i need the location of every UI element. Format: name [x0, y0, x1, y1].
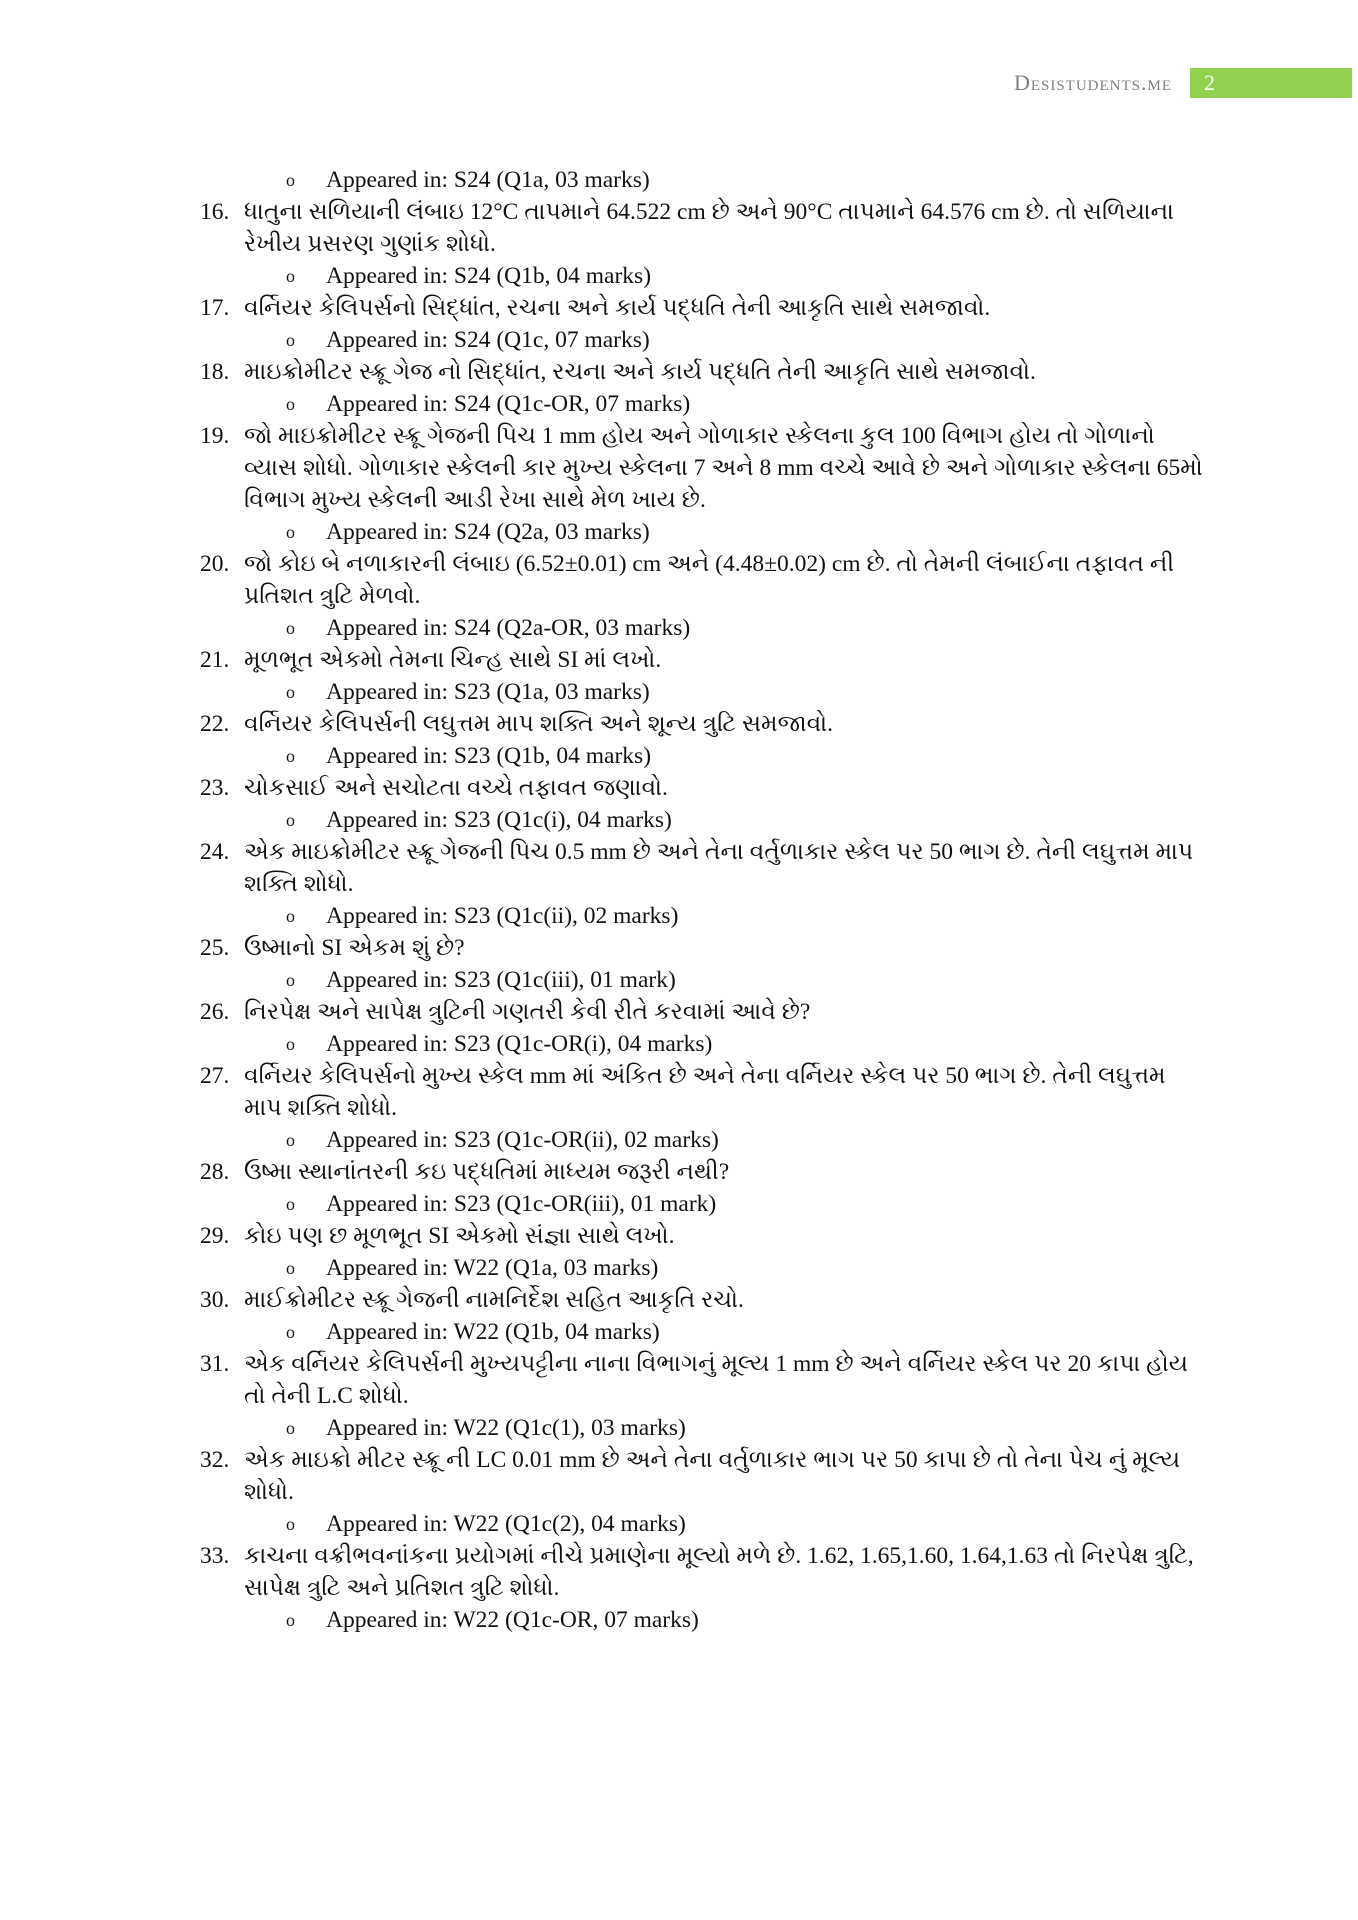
question-item — [0, 196, 1358, 292]
bullet-icon: o — [286, 1194, 295, 1214]
appeared-note — [0, 1028, 1358, 1060]
bullet-icon: o — [286, 1322, 295, 1342]
appeared-note — [0, 164, 1358, 196]
question-item — [0, 644, 1358, 708]
appeared-note — [0, 900, 1358, 932]
question-item — [0, 356, 1358, 420]
bullet-icon: o — [286, 1418, 295, 1438]
question-number: 20. — [200, 551, 230, 577]
question-item — [0, 772, 1358, 836]
question-text: એક વર્નિયર કેલિપર્સની મુખ્યપટ્ટીના નાના વિભાગનું મૂલ્ય 1 mm છે અને વર્નિયર સ્કેલ પર 20 કાપા હોય તો તેની L.C શોધો. — [244, 1351, 1188, 1409]
question-item — [0, 996, 1358, 1060]
question-text-block — [0, 708, 1204, 740]
question-number: 26. — [200, 999, 230, 1025]
question-text: જો માઇક્રોમીટર સ્ક્રૂ ગેજની પિચ 1 mm હોય અને ગોળાકાર સ્કેલના કુલ 100 વિભાગ હોય તો ગોળાનો વ્યાસ શોધો. ગોળાકાર સ્કેલની કાર મુખ્ય સ્કેલના 7 અને 8 mm વચ્ચે આવે છે અને ગોળાકાર સ્કેલના 65મો વિભાગ મુખ્ય સ્કેલની આડી રેખા સાથે મેળ ખાય છે. — [244, 423, 1203, 513]
bullet-icon: o — [286, 522, 295, 542]
question-text-block — [0, 548, 1204, 612]
question-number: 18. — [200, 359, 230, 385]
appeared-note — [0, 1188, 1358, 1220]
question-text: ચોકસાઈ અને સચોટતા વચ્ચે તફાવત જણાવો. — [244, 775, 668, 801]
appeared-text: Appeared in: S23 (Q1c(ii), 02 marks) — [326, 903, 679, 929]
appeared-text: Appeared in: S24 (Q1c, 07 marks) — [326, 327, 650, 353]
question-text-block — [0, 356, 1204, 388]
question-text: વર્નિયર કેલિપર્સની લઘુત્તમ માપ શક્તિ અને શૂન્ય ત્રુટિ સમજાવો. — [244, 711, 834, 737]
question-number: 23. — [200, 775, 230, 801]
bullet-icon: o — [286, 394, 295, 414]
bullet-icon: o — [286, 330, 295, 350]
question-number: 25. — [200, 935, 230, 961]
appeared-text: Appeared in: W22 (Q1c(2), 04 marks) — [326, 1511, 686, 1537]
appeared-text: Appeared in: W22 (Q1a, 03 marks) — [326, 1255, 659, 1281]
bullet-icon: o — [286, 1130, 295, 1150]
question-list — [0, 164, 1358, 1636]
appeared-text: Appeared in: S24 (Q1c-OR, 07 marks) — [326, 391, 691, 417]
question-text: કાચના વક્રીભવનાંકના પ્રયોગમાં નીચે પ્રમાણેના મૂલ્યો મળે છે. 1.62, 1.65,1.60, 1.64,1.63 તો નિરપેક્ષ ત્રુટિ, સાપેક્ષ ત્રુટિ અને પ્રતિશત ત્રુટિ શોધો. — [244, 1543, 1194, 1601]
appeared-note — [0, 324, 1358, 356]
question-item — [0, 1220, 1358, 1284]
question-item — [0, 292, 1358, 356]
appeared-text: Appeared in: S23 (Q1c(iii), 01 mark) — [326, 967, 676, 993]
appeared-note — [0, 740, 1358, 772]
question-text: વર્નિયર કેલિપર્સનો મુખ્ય સ્કેલ mm માં અંકિત છે અને તેના વર્નિયર સ્કેલ પર 50 ભાગ છે. તેની લઘુત્તમ માપ શક્તિ શોધો. — [244, 1063, 1166, 1121]
appeared-text: Appeared in: S23 (Q1c-OR(iii), 01 mark) — [326, 1191, 717, 1217]
question-text: ઉષ્માનો SI એકમ શું છે? — [244, 935, 465, 961]
bullet-icon: o — [286, 1034, 295, 1054]
appeared-note — [0, 260, 1358, 292]
appeared-text: Appeared in: S23 (Q1a, 03 marks) — [326, 679, 650, 705]
question-text-block — [0, 1284, 1204, 1316]
question-text: વર્નિયર કેલિપર્સનો સિદ્ધાંત, રચના અને કાર્ય પદ્ધતિ તેની આકૃતિ સાથે સમજાવો. — [244, 295, 991, 321]
page-header — [0, 68, 1358, 98]
bullet-icon: o — [286, 746, 295, 766]
appeared-note — [0, 964, 1358, 996]
bullet-icon: o — [286, 682, 295, 702]
question-text-block — [0, 996, 1204, 1028]
site-name: Desistudents.me — [1013, 70, 1172, 95]
question-item — [0, 1156, 1358, 1220]
question-text-block — [0, 772, 1204, 804]
question-item — [0, 1060, 1358, 1156]
question-number: 17. — [200, 295, 230, 321]
bullet-icon: o — [286, 618, 295, 638]
bullet-icon: o — [286, 1258, 295, 1278]
question-text-block — [0, 1220, 1204, 1252]
appeared-text: Appeared in: S23 (Q1b, 04 marks) — [326, 743, 652, 769]
appeared-text: Appeared in: S24 (Q2a-OR, 03 marks) — [326, 615, 691, 641]
question-number: 24. — [200, 839, 230, 865]
appeared-text: Appeared in: S24 (Q1b, 04 marks) — [326, 263, 652, 289]
question-text-block — [0, 196, 1204, 260]
question-text-block — [0, 932, 1204, 964]
question-text-block — [0, 1156, 1204, 1188]
question-text-block — [0, 420, 1204, 516]
question-text-block — [0, 1060, 1204, 1124]
appeared-note — [0, 1412, 1358, 1444]
question-item — [0, 932, 1358, 996]
question-number: 21. — [200, 647, 230, 673]
bullet-icon: o — [286, 906, 295, 926]
appeared-text: Appeared in: S23 (Q1c(i), 04 marks) — [326, 807, 672, 833]
page-number-box — [1190, 68, 1352, 98]
question-text: ઉષ્મા સ્થાનાંતરની કઇ પદ્ધતિમાં માધ્યમ જરૂરી નથી? — [244, 1159, 730, 1185]
question-item — [0, 1348, 1358, 1444]
bullet-icon: o — [286, 266, 295, 286]
question-item — [0, 1540, 1358, 1636]
appeared-note — [0, 516, 1358, 548]
appeared-text: Appeared in: S23 (Q1c-OR(i), 04 marks) — [326, 1031, 713, 1057]
question-number: 30. — [200, 1287, 230, 1313]
appeared-note — [0, 1508, 1358, 1540]
question-text: એક માઇક્રો મીટર સ્ક્રૂ ની LC 0.01 mm છે અને તેના વર્તુળાકાર ભાગ પર 50 કાપા છે તો તેના પેચ નું મૂલ્ય શોધો. — [244, 1447, 1181, 1505]
appeared-text: Appeared in: W22 (Q1c-OR, 07 marks) — [326, 1607, 699, 1633]
question-number: 16. — [200, 199, 230, 225]
question-number: 27. — [200, 1063, 230, 1089]
question-text: જો કોઇ બે નળાકારની લંબાઇ (6.52±0.01) cm અને (4.48±0.02) cm છે. તો તેમની લંબાઈના તફાવત ની પ્રતિશત ત્રુટિ મેળવો. — [244, 551, 1175, 609]
question-number: 31. — [200, 1351, 230, 1377]
question-text-block — [0, 292, 1204, 324]
question-number: 19. — [200, 423, 230, 449]
question-text-block — [0, 836, 1204, 900]
appeared-text: Appeared in: S23 (Q1c-OR(ii), 02 marks) — [326, 1127, 719, 1153]
question-item — [0, 836, 1358, 932]
page-number: 2 — [1204, 70, 1215, 95]
bullet-icon: o — [286, 1514, 295, 1534]
question-text: ધાતુના સળિયાની લંબાઇ 12°C તાપમાને 64.522 cm છે અને 90°C તાપમાને 64.576 cm છે. તો સળિયાના રેખીય પ્રસરણ ગુણાંક શોધો. — [244, 199, 1174, 257]
question-number: 29. — [200, 1223, 230, 1249]
appeared-text: Appeared in: S24 (Q2a, 03 marks) — [326, 519, 650, 545]
appeared-note — [0, 1124, 1358, 1156]
appeared-note — [0, 1316, 1358, 1348]
appeared-text: Appeared in: W22 (Q1b, 04 marks) — [326, 1319, 660, 1345]
question-text: માઇક્રોમીટર સ્ક્રૂ ગેજ નો સિદ્ધાંત, રચના અને કાર્ય પદ્ધતિ તેની આકૃતિ સાથે સમજાવો. — [244, 359, 1036, 385]
question-text-block — [0, 1444, 1204, 1508]
question-number: 32. — [200, 1447, 230, 1473]
appeared-note — [0, 1252, 1358, 1284]
question-text-block — [0, 1348, 1204, 1412]
question-text: એક માઇક્રોમીટર સ્ક્રૂ ગેજની પિચ 0.5 mm છે અને તેના વર્તુળાકાર સ્કેલ પર 50 ભાગ છે. તેની લઘુત્તમ માપ શક્તિ શોધો. — [244, 839, 1194, 897]
question-text-block — [0, 644, 1204, 676]
appeared-text: Appeared in: S24 (Q1a, 03 marks) — [326, 167, 650, 193]
question-text-block — [0, 1540, 1204, 1604]
question-number: 33. — [200, 1543, 230, 1569]
appeared-text: Appeared in: W22 (Q1c(1), 03 marks) — [326, 1415, 686, 1441]
question-number: 22. — [200, 711, 230, 737]
question-text: નિરપેક્ષ અને સાપેક્ષ ત્રુટિની ગણતરી કેવી રીતે કરવામાં આવે છે? — [244, 999, 811, 1025]
question-text: કોઇ પણ છ મૂળભૂત SI એકમો સંજ્ઞા સાથે લખો. — [244, 1223, 675, 1249]
question-item — [0, 420, 1358, 548]
bullet-icon: o — [286, 170, 295, 190]
bullet-icon: o — [286, 970, 295, 990]
appeared-note — [0, 804, 1358, 836]
question-item — [0, 708, 1358, 772]
bullet-icon: o — [286, 810, 295, 830]
question-text: મૂળભૂત એકમો તેમના ચિન્હ સાથે SI માં લખો. — [244, 647, 662, 673]
appeared-note — [0, 388, 1358, 420]
question-item — [0, 548, 1358, 644]
question-number: 28. — [200, 1159, 230, 1185]
question-item — [0, 1444, 1358, 1540]
question-item — [0, 1284, 1358, 1348]
appeared-note — [0, 676, 1358, 708]
bullet-icon: o — [286, 1610, 295, 1630]
question-text: માઈક્રોમીટર સ્ક્રૂ ગેજની નામનિર્દેશ સહિત આકૃતિ રચો. — [244, 1287, 744, 1313]
appeared-note — [0, 612, 1358, 644]
appeared-note — [0, 1604, 1358, 1636]
